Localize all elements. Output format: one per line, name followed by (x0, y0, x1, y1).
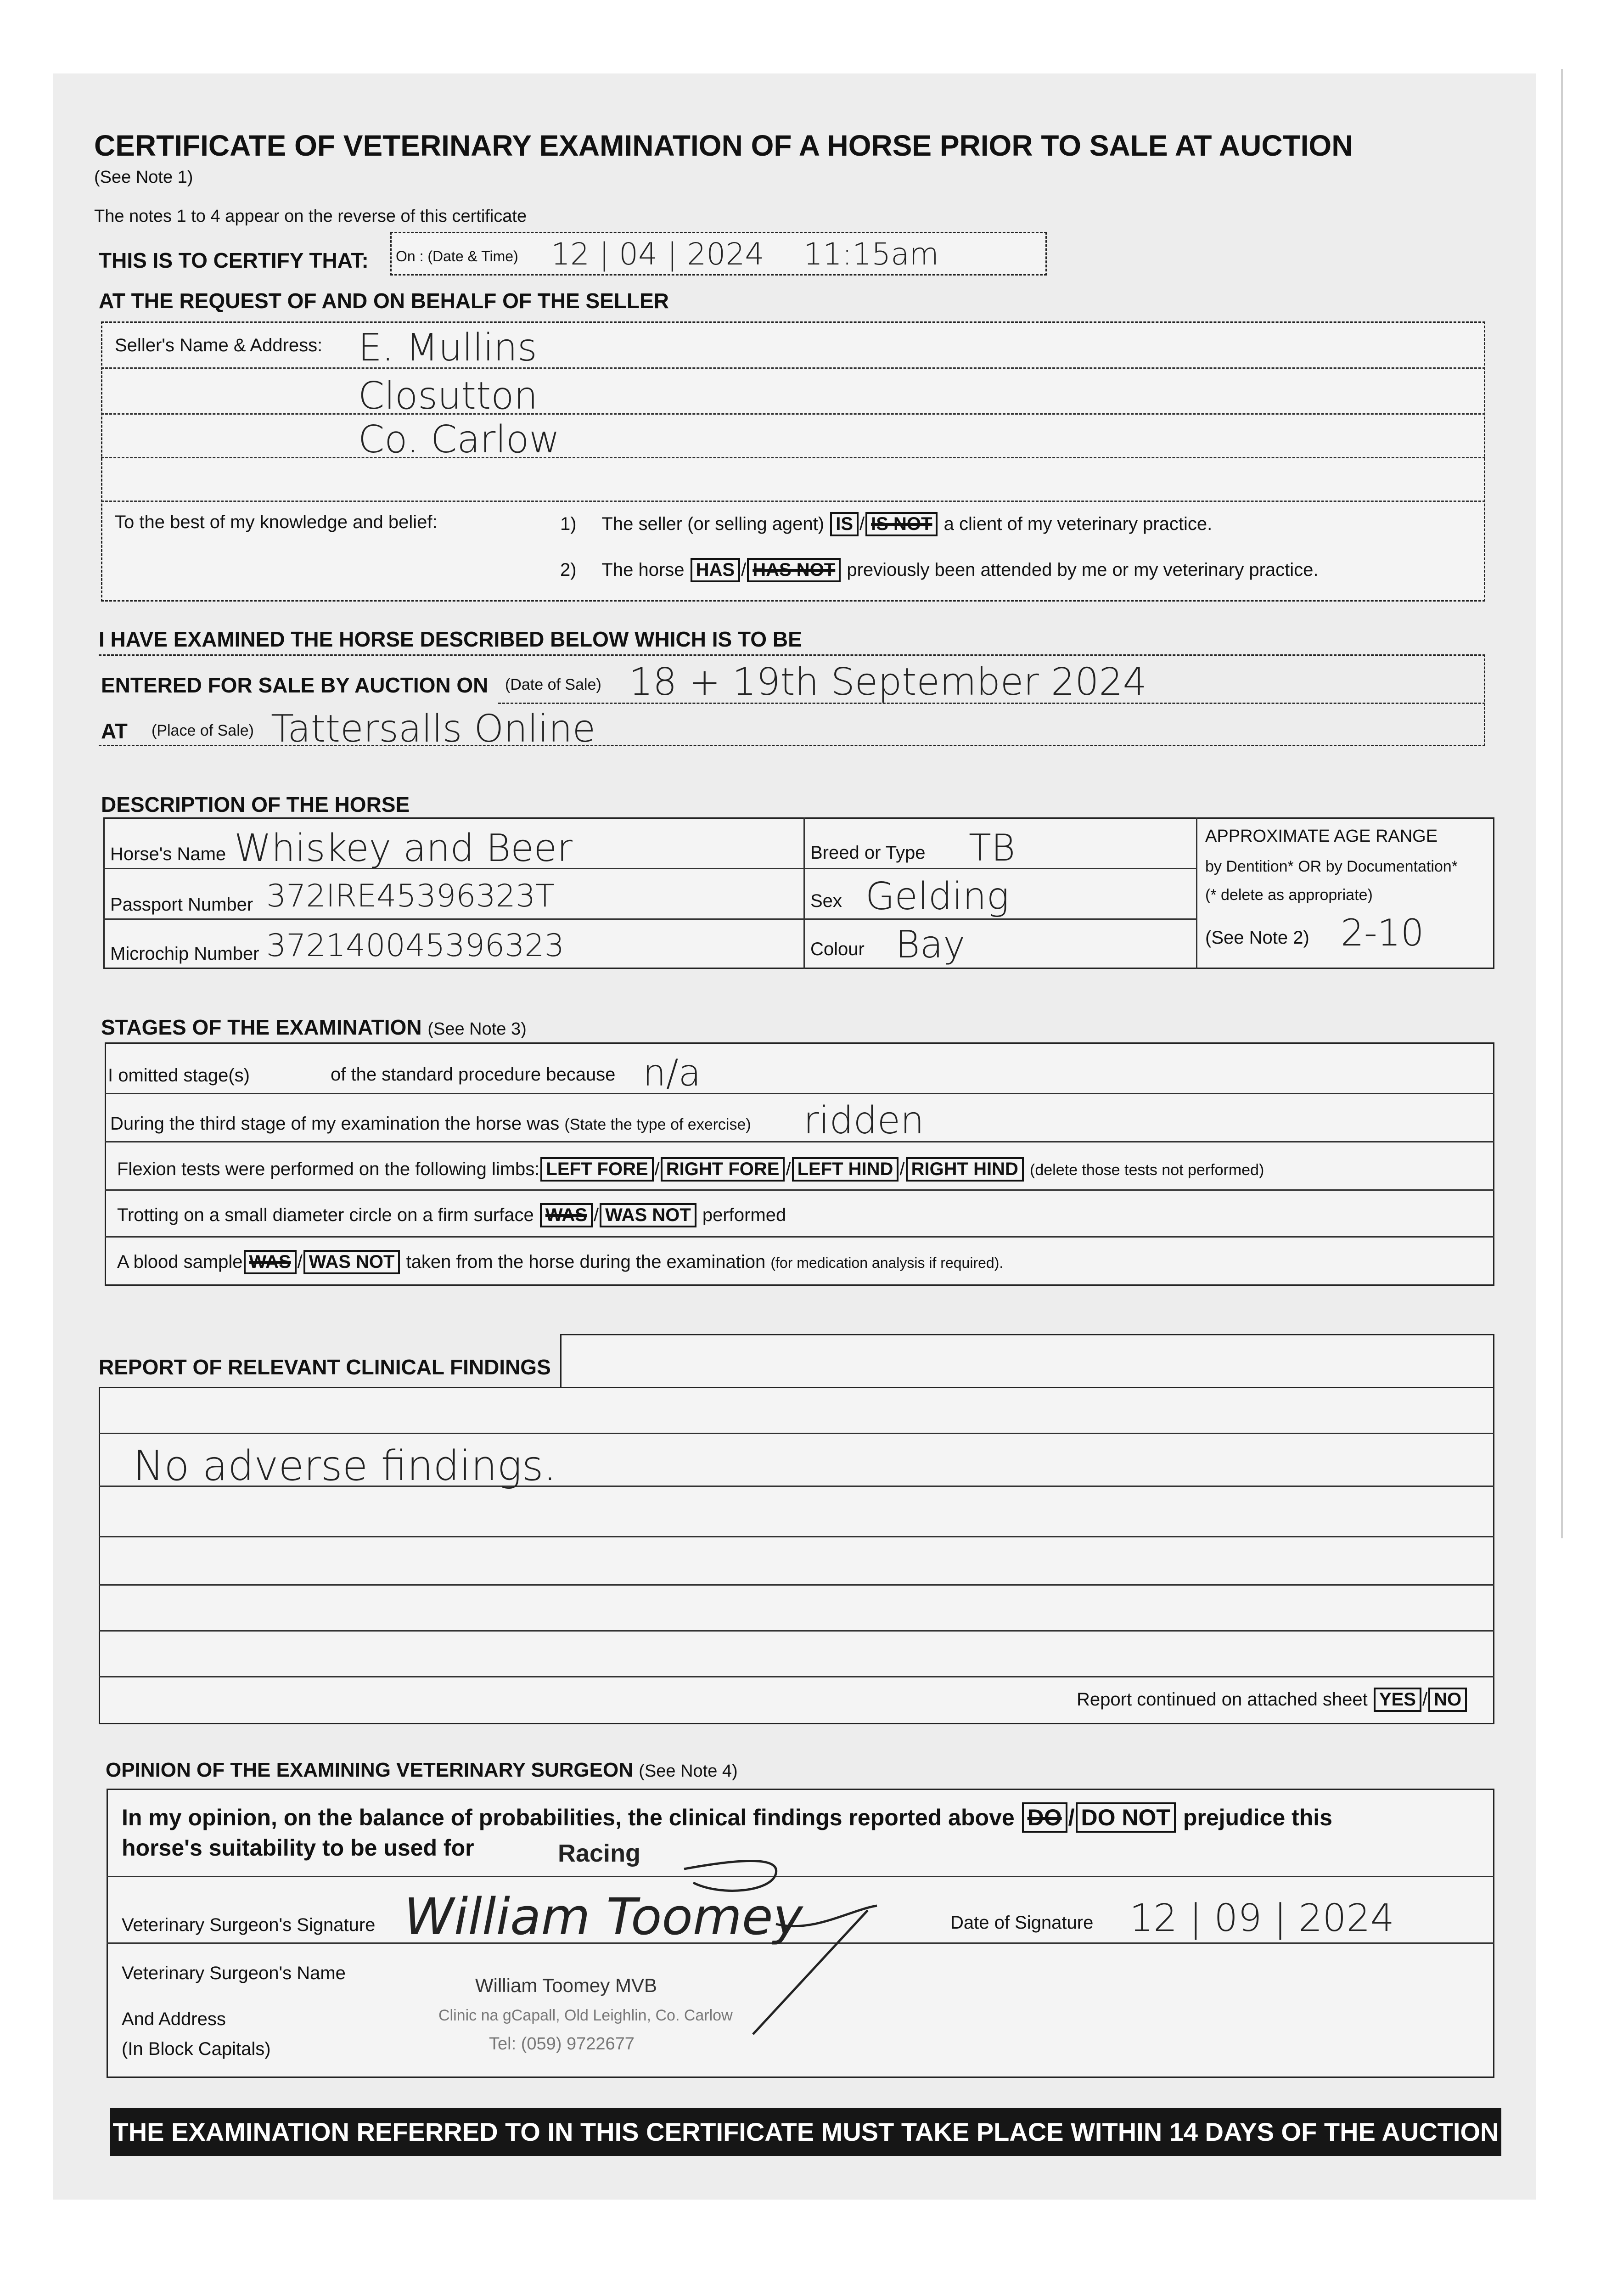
certify-time-value: 11:15am (803, 236, 939, 272)
trot-was-not: WAS NOT (600, 1203, 696, 1227)
age-range-by: by Dentition* OR by Documentation* (1205, 858, 1458, 875)
report-continued-label: Report continued on attached sheet (1077, 1689, 1368, 1710)
age-range-heading: APPROXIMATE AGE RANGE (1205, 827, 1438, 846)
date-of-signature-value: 12 | 09 | 2024 (1129, 1896, 1394, 1940)
block-capitals-label: (In Block Capitals) (122, 2039, 271, 2059)
flexion-row (117, 1157, 1264, 1182)
age-see-note-2: (See Note 2) (1205, 928, 1309, 948)
stages-rule (105, 1141, 1494, 1142)
option-separator: / (1422, 1689, 1428, 1710)
vet-signature: William Toomey (404, 1887, 803, 1946)
breed-value: TB (969, 827, 1016, 869)
intended-use-value: Racing (558, 1840, 641, 1867)
passport-label: Passport Number (110, 895, 253, 915)
option-separator: / (899, 1159, 905, 1179)
blood-tail: taken from the horse during the examination (406, 1252, 766, 1272)
request-line: AT THE REQUEST OF AND ON BEHALF OF THE SELLER (99, 289, 669, 313)
seller-label: Seller's Name & Address: (115, 335, 323, 355)
stages-heading-text: STAGES OF THE EXAMINATION (101, 1015, 422, 1039)
blood-was-not: WAS NOT (303, 1250, 400, 1274)
report-rule (99, 1584, 1494, 1586)
stamp-telephone: Tel: (059) 9722677 (489, 2034, 635, 2054)
limb-left-hind: LEFT HIND (792, 1157, 899, 1182)
examined-line-2: ENTERED FOR SALE BY AUCTION ON (101, 673, 489, 697)
third-stage-label (110, 1114, 751, 1134)
report-rule (99, 1630, 1494, 1632)
certificate-title: CERTIFICATE OF VETERINARY EXAMINATION OF A HORSE PRIOR TO SALE AT AUCTION (94, 129, 1353, 162)
seller-rule (101, 457, 1485, 458)
description-heading: DESCRIPTION OF THE HORSE (101, 793, 410, 816)
is-not-option-struck: IS NOT (865, 512, 938, 536)
colour-value: Bay (895, 923, 966, 967)
microchip-label: Microchip Number (110, 944, 259, 964)
is-option: IS (830, 512, 859, 536)
description-rule (103, 918, 1196, 920)
opinion-heading (106, 1759, 738, 1782)
limb-right-hind: RIGHT HIND (906, 1157, 1024, 1182)
colour-label: Colour (810, 939, 865, 959)
blood-label: A blood sample (117, 1252, 243, 1272)
continued-yes: YES (1374, 1688, 1421, 1712)
blood-row (117, 1250, 1003, 1274)
horse-name-label: Horse's Name (110, 844, 226, 864)
opinion-text-2: prejudice this (1183, 1805, 1332, 1830)
examined-line-1: I HAVE EXAMINED THE HORSE DESCRIBED BELOW WHICH IS TO BE (99, 627, 802, 651)
option-separator: / (786, 1159, 791, 1179)
flexion-note: (delete those tests not performed) (1030, 1161, 1264, 1179)
omitted-mid: of the standard procedure because (331, 1064, 616, 1085)
vet-name-label: Veterinary Surgeon's Name (122, 1963, 346, 1983)
sex-label: Sex (810, 891, 842, 911)
do-option-struck: DO (1022, 1802, 1067, 1833)
option-separator: / (859, 514, 865, 534)
stages-rule (105, 1093, 1494, 1094)
opinion-statement (122, 1802, 1332, 1833)
seller-address-2: Co. Carlow (358, 418, 560, 461)
seller-name: E. Mullins (358, 326, 537, 370)
option-separator: / (654, 1159, 660, 1179)
limb-right-fore: RIGHT FORE (661, 1157, 785, 1182)
option-separator: / (593, 1205, 599, 1225)
item-2-text: The horse (601, 560, 685, 580)
place-of-sale-value: Tattersalls Online (271, 707, 596, 751)
at-label: AT (101, 719, 128, 743)
breed-label: Breed or Type (810, 843, 926, 863)
date-of-signature-label: Date of Signature (950, 1913, 1094, 1933)
item-1-number: 1) (560, 514, 577, 534)
blood-was-struck: WAS (244, 1250, 297, 1274)
opinion-text-1: In my opinion, on the balance of probabilities, the clinical findings reported above (122, 1805, 1015, 1830)
knowledge-item-2 (560, 558, 1319, 582)
stamp-name: William Toomey MVB (475, 1975, 657, 1996)
has-not-option-struck: HAS NOT (747, 558, 841, 582)
opinion-text-3: horse's suitability to be used for (122, 1835, 474, 1861)
horse-name-value: Whiskey and Beer (234, 827, 573, 870)
report-rule (99, 1676, 1494, 1677)
trot-tail: performed (702, 1205, 786, 1225)
stages-rule (105, 1189, 1494, 1191)
option-separator: / (741, 560, 747, 580)
opinion-heading-text: OPINION OF THE EXAMINING VETERINARY SURGEON (106, 1759, 634, 1781)
third-stage-text: During the third stage of my examination the horse was (110, 1114, 560, 1134)
stamp-address: Clinic na gCapall, Old Leighlin, Co. Carlow (438, 2007, 733, 2024)
seller-rule (101, 501, 1485, 502)
limb-left-fore: LEFT FORE (540, 1157, 653, 1182)
place-of-sale-label: (Place of Sale) (152, 722, 254, 739)
footer-banner: THE EXAMINATION REFERRED TO IN THIS CERTIFICATE MUST TAKE PLACE WITHIN 14 DAYS OF THE AUCTION (110, 2108, 1501, 2156)
item-2-tail: previously been attended by me or my veterinary practice. (847, 560, 1319, 580)
knowledge-label: To the best of my knowledge and belief: (115, 512, 438, 532)
age-delete-note: (* delete as appropriate) (1205, 886, 1373, 904)
microchip-value: 372140045396323 (266, 928, 564, 964)
age-range-value: 2-10 (1341, 912, 1424, 954)
item-1-text: The seller (or selling agent) (601, 514, 825, 534)
do-not-option: DO NOT (1076, 1802, 1176, 1833)
trot-row (117, 1203, 786, 1227)
trot-label: Trotting on a small diameter circle on a firm surface (117, 1205, 534, 1225)
report-continued-row (1077, 1688, 1468, 1712)
third-stage-note: (State the type of exercise) (564, 1116, 751, 1133)
see-note-1: (See Note 1) (94, 168, 193, 187)
trot-was-struck: WAS (540, 1203, 593, 1227)
passport-value: 372IRE45396323T (266, 878, 555, 914)
third-stage-value: ridden (803, 1099, 925, 1142)
on-date-time-label: On : (Date & Time) (396, 248, 518, 264)
stages-heading-note: (See Note 3) (427, 1019, 527, 1039)
date-of-sale-value: 18 + 19th September 2024 (629, 660, 1147, 704)
seller-rule (101, 413, 1485, 415)
sex-value: Gelding (865, 875, 1009, 918)
blood-note: (for medication analysis if required). (770, 1255, 1004, 1271)
description-divider (1196, 817, 1197, 969)
omitted-value: n/a (643, 1052, 701, 1094)
vet-address-label: And Address (122, 2009, 226, 2029)
option-separator: / (297, 1252, 303, 1272)
report-rule (99, 1536, 1494, 1537)
item-1-tail: a client of my veterinary practice. (943, 514, 1213, 534)
continued-no: NO (1428, 1688, 1467, 1712)
stages-rule (105, 1236, 1494, 1238)
item-2-number: 2) (560, 560, 577, 580)
signature-label: Veterinary Surgeon's Signature (122, 1915, 376, 1935)
page-edge-line (1561, 69, 1563, 1538)
stages-heading (101, 1015, 527, 1040)
certify-label: THIS IS TO CERTIFY THAT: (99, 248, 369, 272)
description-divider (803, 817, 805, 969)
report-header-box (560, 1334, 1494, 1389)
flexion-label: Flexion tests were performed on the following limbs: (117, 1159, 540, 1179)
report-box (99, 1387, 1494, 1724)
report-findings-text: No adverse findings. (133, 1442, 557, 1490)
option-separator: / (1068, 1805, 1075, 1830)
seller-rule (101, 367, 1485, 369)
date-of-sale-label: (Date of Sale) (505, 676, 601, 693)
certify-date-value: 12 | 04 | 2024 (551, 236, 764, 272)
knowledge-item-1 (560, 512, 1212, 536)
notes-line: The notes 1 to 4 appear on the reverse of this certificate (94, 207, 527, 226)
seller-address-1: Closutton (358, 374, 538, 418)
opinion-heading-note: (See Note 4) (639, 1761, 738, 1781)
has-option: HAS (691, 558, 740, 582)
omitted-label: I omitted stage(s) (108, 1065, 250, 1086)
report-heading: REPORT OF RELEVANT CLINICAL FINDINGS (99, 1355, 551, 1379)
report-rule (99, 1433, 1494, 1434)
